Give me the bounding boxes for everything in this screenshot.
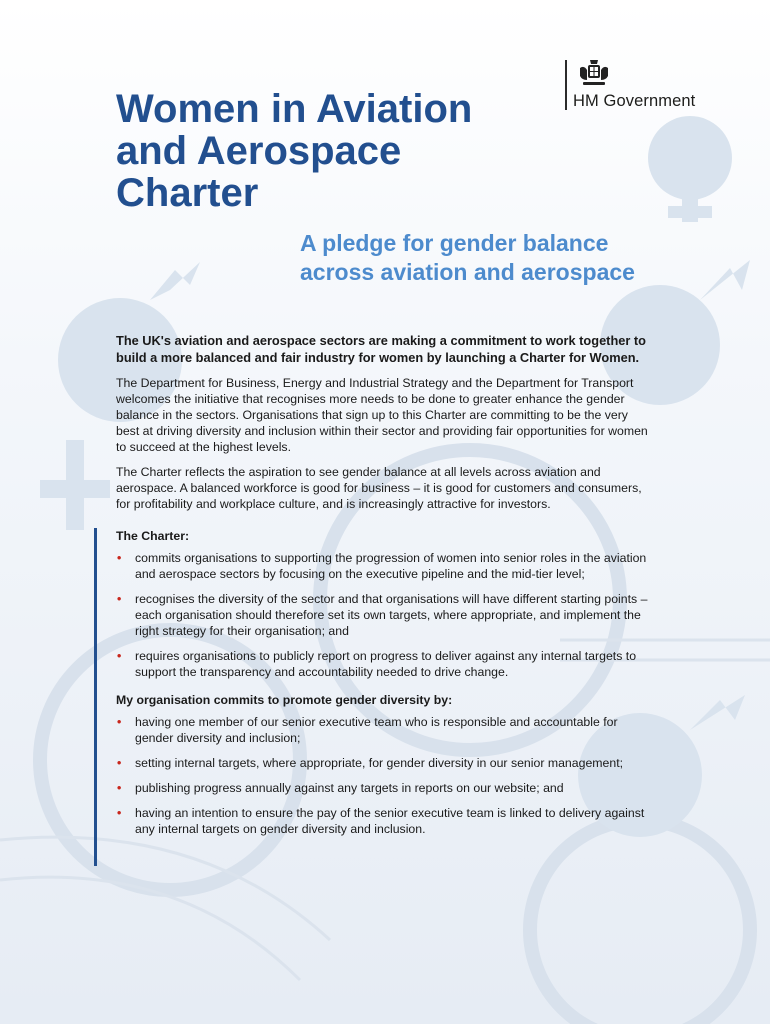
list-item [116,714,654,746]
bullet-icon: • [117,551,122,565]
logo-text: HM Government [573,92,696,110]
list-item [116,780,654,796]
list-item [116,805,654,837]
bullet-icon: • [117,806,122,820]
page-title: Women in Aviation and Aerospace Charter [116,87,473,215]
body-paragraph: The Charter reflects the aspiration to see gender balance at all levels across aviation and aerospace. A balanced workforce is good for business – it is good for customers and consumers, for profitability and workplace culture, and is increasingly attractive for investors. [116,465,642,511]
section-accent-bar [94,528,97,866]
bullet-icon: • [117,715,122,729]
hm-government-logo [565,58,735,114]
list-item-text: recognises the diversity of the sector and that organisations will have different starting points – each organisation should therefore set its own targets, where appropriate, and implement the right strategy for their organisation; and [135,592,648,638]
list-item-text: commits organisations to supporting the progression of women into senior roles in the aviation and aerospace sectors by focusing on the executive pipeline and the mid-tier level; [135,551,647,581]
list-item-text: having one member of our senior executive team who is responsible and accountable for gender diversity and inclusion; [135,715,618,745]
list-item [116,755,654,771]
bullet-icon: • [117,781,122,795]
charter-heading: The Charter: [116,529,190,543]
charter-list [116,550,654,680]
list-item [116,591,654,639]
bullet-icon: • [117,649,122,663]
female-symbol-icon [648,116,732,200]
royal-coat-of-arms-icon [577,58,611,90]
bullet-icon: • [117,756,122,770]
list-item [116,550,654,582]
charter-section [116,528,654,837]
list-item [116,648,654,680]
commitments-list [116,714,654,837]
commitments-heading: My organisation commits to promote gender diversity by: [116,693,453,707]
page-subtitle: A pledge for gender balance across aviation and aerospace [300,230,635,285]
intro-lead: The UK's aviation and aerospace sectors are making a commitment to work together to build a more balanced and fair industry for women by launching a Charter for Women. [116,333,646,365]
logo-divider [565,60,567,110]
main-content [116,332,654,849]
list-item-text: setting internal targets, where appropriate, for gender diversity in our senior management; [135,756,624,770]
body-paragraph: The Department for Business, Energy and Industrial Strategy and the Department for Transport welcomes the initiative that recognises more needs to be done to greater enhance the gender balance in the sectors. Organisations that sign up to this Charter are committing to be the very best at driving diversity and inclusion within their sector and providing fair opportunities for women to succeed at the highest levels. [116,376,648,454]
list-item-text: having an intention to ensure the pay of the senior executive team is linked to delivery against any internal targets on gender diversity and inclusion. [135,806,645,836]
list-item-text: requires organisations to publicly report on progress to deliver against any internal targets to support the transparency and accountability needed to drive change. [135,649,637,679]
bullet-icon: • [117,592,122,606]
list-item-text: publishing progress annually against any targets in reports on our website; and [135,781,564,795]
